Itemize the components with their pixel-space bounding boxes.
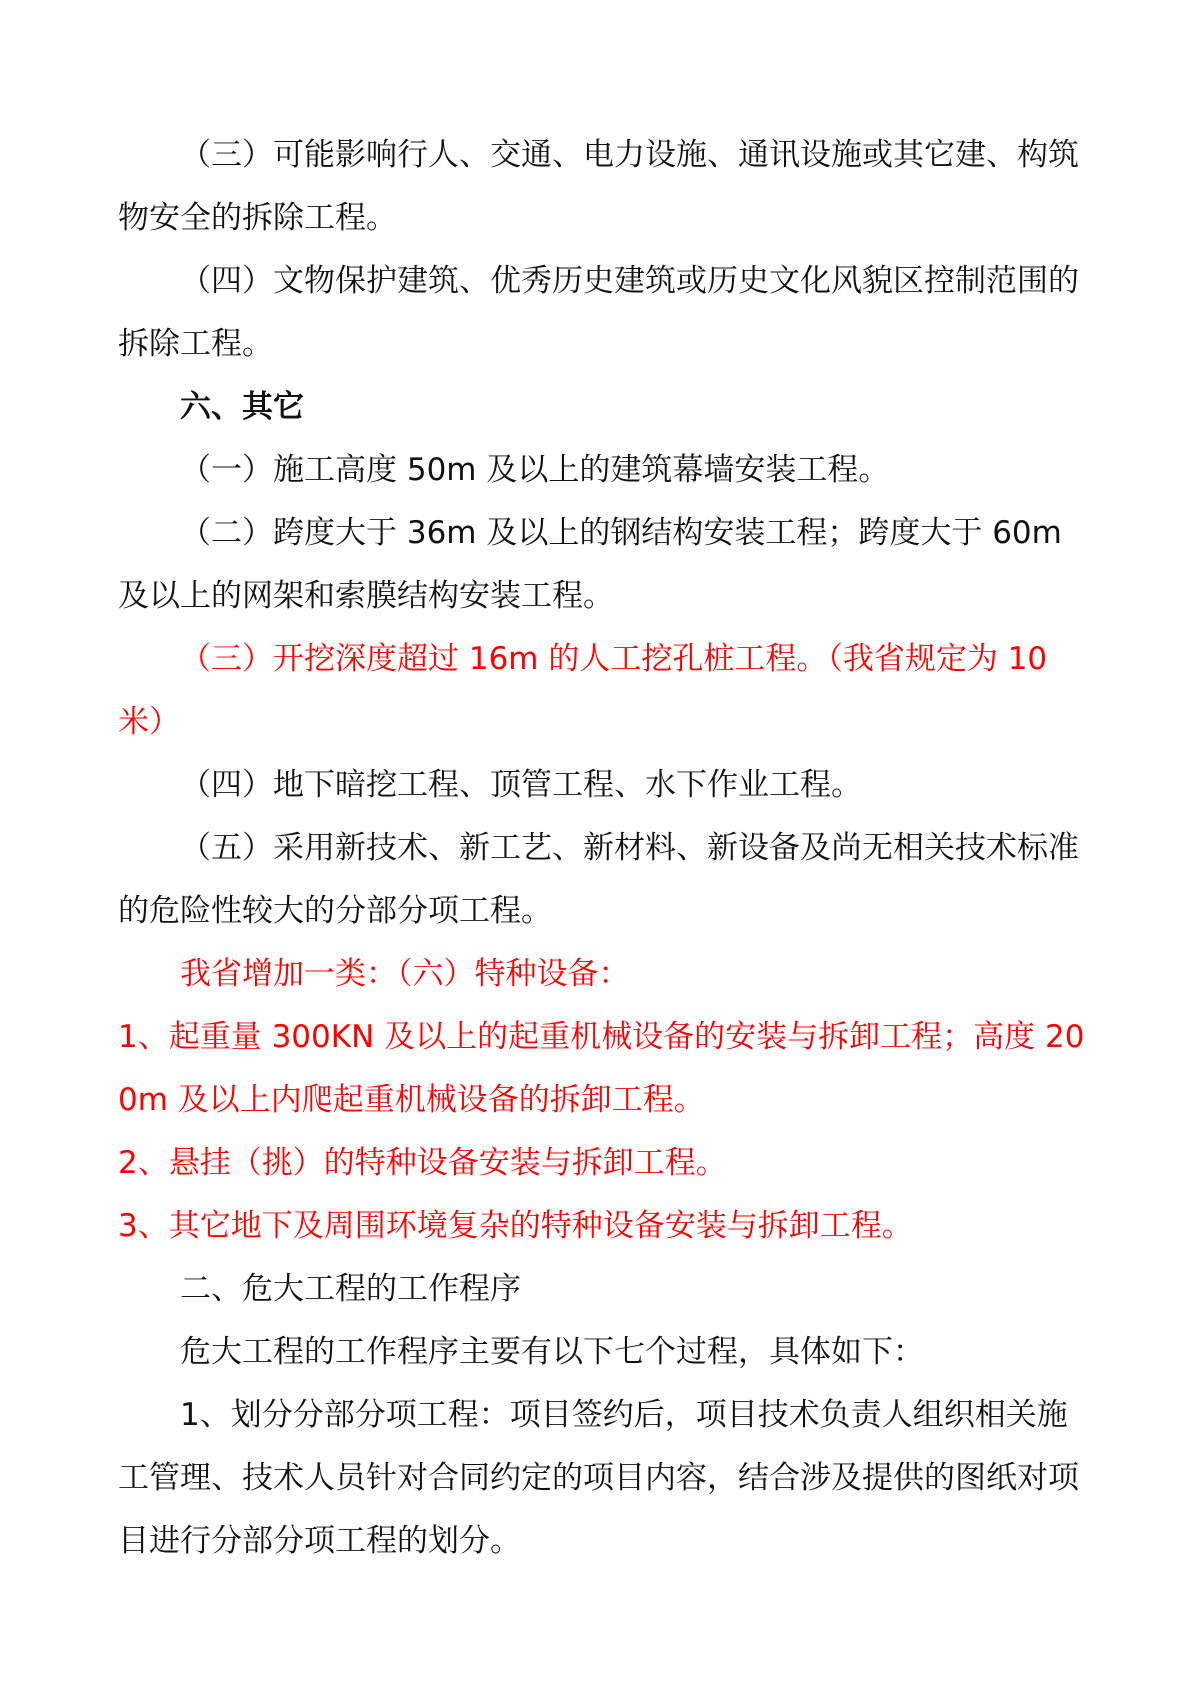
paragraph-other-4: （四）地下暗挖工程、顶管工程、水下作业工程。 <box>180 767 862 803</box>
section-heading-other: 六、其它 <box>180 389 304 425</box>
list-item-special-equipment-3: 3、其它地下及周围环境复杂的特种设备安装与拆卸工程。 <box>118 1208 913 1244</box>
list-item-special-equipment-1: 1、起重量 300KN 及以上的起重机械设备的安装与拆卸工程；高度 200m 及以上内爬起重机械设备的拆卸工程。 <box>118 1019 1085 1118</box>
paragraph-other-1: （一）施工高度 50m 及以上的建筑幕墙安装工程。 <box>180 452 890 488</box>
paragraph-demolition-4: （四）文物保护建筑、优秀历史建筑或历史文化风貌区控制范围的拆除工程。 <box>118 263 1079 362</box>
paragraph-demolition-3: （三）可能影响行人、交通、电力设施、通讯设施或其它建、构筑物安全的拆除工程。 <box>118 137 1079 236</box>
paragraph-procedure-intro: 危大工程的工作程序主要有以下七个过程，具体如下： <box>180 1334 924 1370</box>
section-heading-procedure: 二、危大工程的工作程序 <box>180 1271 521 1307</box>
document-body <box>118 124 1098 1573</box>
paragraph-procedure-step-1: 1、划分分部分项工程：项目签约后，项目技术负责人组织相关施工管理、技术人员针对合同约定的项目内容，结合涉及提供的图纸对项目进行分部分项工程的划分。 <box>118 1397 1079 1559</box>
paragraph-other-3: （三）开挖深度超过 16m 的人工挖孔桩工程。（我省规定为 10 米） <box>118 641 1048 740</box>
paragraph-other-2: （二）跨度大于 36m 及以上的钢结构安装工程；跨度大于 60m 及以上的网架和索膜结构安装工程。 <box>118 515 1062 614</box>
paragraph-other-5: （五）采用新技术、新工艺、新材料、新设备及尚无相关技术标准的危险性较大的分部分项工程。 <box>118 830 1079 929</box>
paragraph-province-addition: 我省增加一类：（六）特种设备： <box>180 956 630 992</box>
list-item-special-equipment-2: 2、悬挂（挑）的特种设备安装与拆卸工程。 <box>118 1145 727 1181</box>
